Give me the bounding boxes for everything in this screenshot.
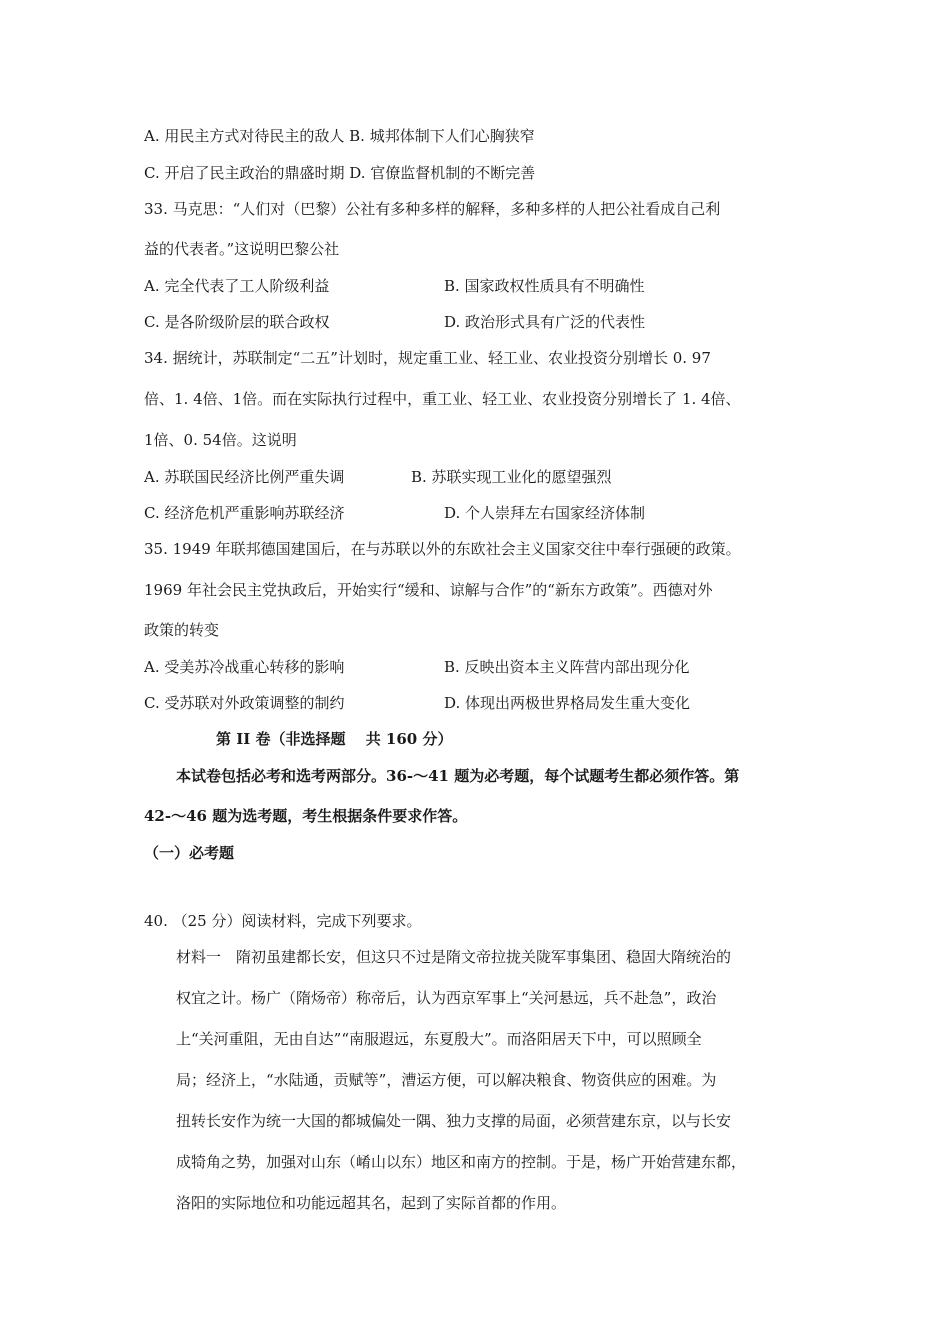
q35-option-b: B. 反映出资本主义阵营内部出现分化 (444, 658, 690, 676)
q34-stem-line-2: 倍、1. 4倍、1倍。而在实际执行过程中，重工业、轻工业、农业投资分别增长了 1. 4倍、 (144, 390, 741, 408)
part2-instructions-line-2: 42-～46 题为选考题，考生根据条件要求作答。 (144, 807, 468, 825)
q35-option-a: A. 受美苏冷战重心转移的影响 (144, 658, 345, 676)
q40-material-line-3: 上“关河重阻，无由自达”“南服遐远，东夏殷大”。而洛阳居天下中，可以照顾全 (176, 1030, 702, 1048)
q34-option-b: B. 苏联实现工业化的愿望强烈 (411, 468, 612, 486)
q34-stem-line-3: 1倍、0. 54倍。这说明 (144, 431, 297, 449)
q33-option-c: C. 是各阶级阶层的联合政权 (144, 313, 330, 331)
q35-stem-line-2: 1969 年社会民主党执政后，开始实行“缓和、谅解与合作”的“新东方政策”。西德对外 (144, 581, 713, 599)
q35-option-d: D. 体现出两极世界格局发生重大变化 (444, 694, 691, 712)
q34-option-a: A. 苏联国民经济比例严重失调 (144, 468, 345, 486)
q35-stem-line-3: 政策的转变 (144, 621, 220, 639)
q35-stem-line-1: 35. 1949 年联邦德国建国后，在与苏联以外的东欧社会主义国家交往中奉行强硬的政策。 (144, 540, 741, 558)
q33-stem-line-1: 33. 马克思：“人们对（巴黎）公社有多种多样的解释，多种多样的人把公社看成自己利 (144, 200, 721, 218)
q34-option-d: D. 个人崇拜左右国家经济体制 (444, 504, 646, 522)
q33-option-a: A. 完全代表了工人阶级利益 (144, 277, 330, 295)
q40-material-line-5: 扭转长安作为统一大国的都城偏处一隅、独力支撑的局面，必须营建东京，以与长安 (176, 1112, 732, 1130)
q40-header: 40. （25 分）阅读材料，完成下列要求。 (144, 912, 422, 930)
q33-stem-line-2: 益的代表者。”这说明巴黎公社 (144, 240, 340, 258)
part2-title: 第 II 卷（非选择题 共 160 分） (216, 730, 453, 748)
q40-material-line-1: 材料一 隋初虽建都长安，但这只不过是隋文帝拉拢关陇军事集团、稳固大隋统治的 (176, 948, 732, 966)
q40-material-line-6: 成犄角之势，加强对山东（崤山以东）地区和南方的控制。于是，杨广开始营建东都， (176, 1153, 747, 1171)
q34-stem-line-1: 34. 据统计，苏联制定“二五”计划时，规定重工业、轻工业、农业投资分别增长 0. 97 (144, 349, 711, 367)
q33-option-b: B. 国家政权性质具有不明确性 (444, 277, 645, 295)
q35-option-c: C. 受苏联对外政策调整的制约 (144, 694, 345, 712)
part2-instructions-line-1: 本试卷包括必考和选考两部分。36-～41 题为必考题，每个试题考生都必须作答。第 (176, 767, 740, 785)
q32-option-line-2: C. 开启了民主政治的鼎盛时期 D. 官僚监督机制的不断完善 (144, 164, 536, 182)
q33-option-d: D. 政治形式具有广泛的代表性 (444, 313, 646, 331)
section-heading-required: （一）必考题 (144, 844, 235, 862)
q40-material-line-4: 局；经济上，“水陆通，贡赋等”，漕运方便，可以解决粮食、物资供应的困难。为 (176, 1071, 717, 1089)
q32-option-line-1: A. 用民主方式对待民主的敌人 B. 城邦体制下人们心胸狭窄 (144, 127, 535, 145)
q40-material-line-2: 权宜之计。杨广（隋炀帝）称帝后，认为西京军事上“关河悬远，兵不赴急”，政治 (176, 989, 717, 1007)
q34-option-c: C. 经济危机严重影响苏联经济 (144, 504, 345, 522)
q40-material-line-7: 洛阳的实际地位和功能远超其名，起到了实际首都的作用。 (176, 1194, 567, 1212)
